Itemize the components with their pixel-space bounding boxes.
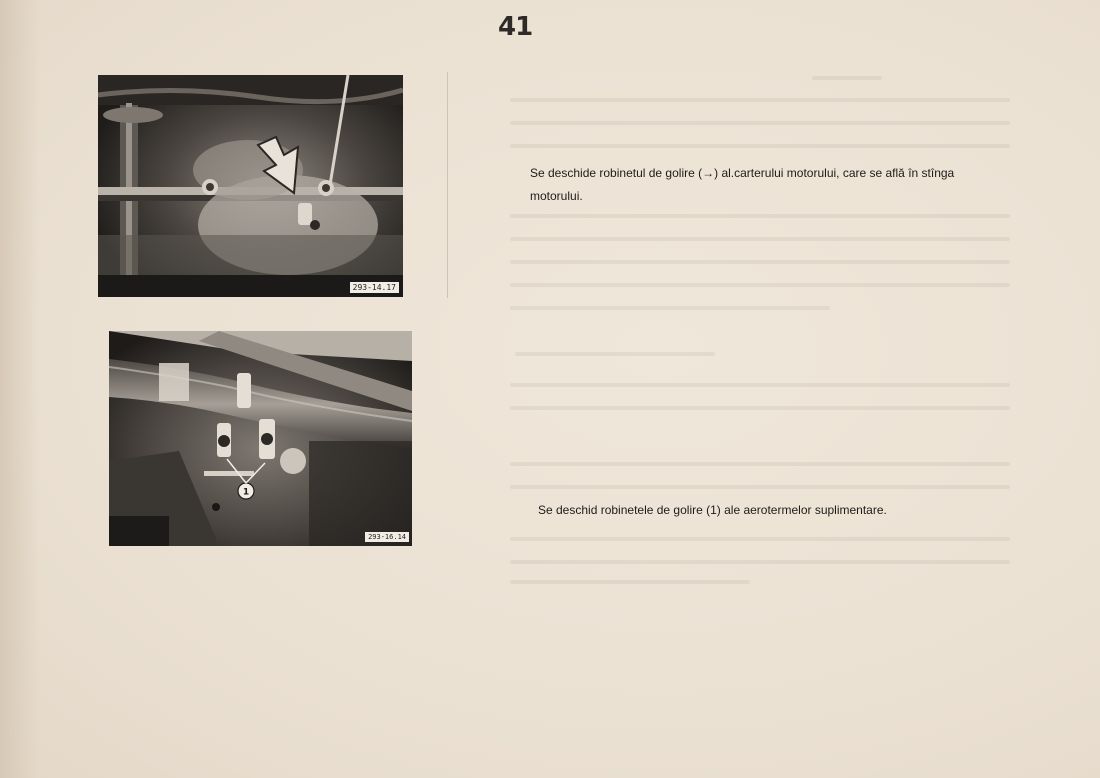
page-gutter-shadow bbox=[0, 0, 40, 778]
figure-1-reference: 293-14.17 bbox=[350, 282, 399, 293]
engine-crankcase-drain-photo bbox=[98, 75, 403, 297]
figure-1-photo bbox=[98, 75, 403, 297]
callout-1-label: 1 bbox=[242, 487, 250, 498]
figure-2-reference: 293-16.14 bbox=[365, 532, 409, 542]
auxiliary-heaters-drain-photo bbox=[109, 331, 412, 546]
figure-1-caption: Se deschide robinetul de golire (→) al.carterului motorului, care se află în stînga motorului. bbox=[530, 166, 955, 203]
figure-2-photo bbox=[109, 331, 412, 546]
figure-1-frame-line bbox=[447, 72, 448, 298]
figure-2-caption: Se deschid robinetele de golire (1) ale aerotermelor suplimentare. bbox=[538, 503, 887, 517]
page-number: 41 bbox=[498, 12, 533, 42]
